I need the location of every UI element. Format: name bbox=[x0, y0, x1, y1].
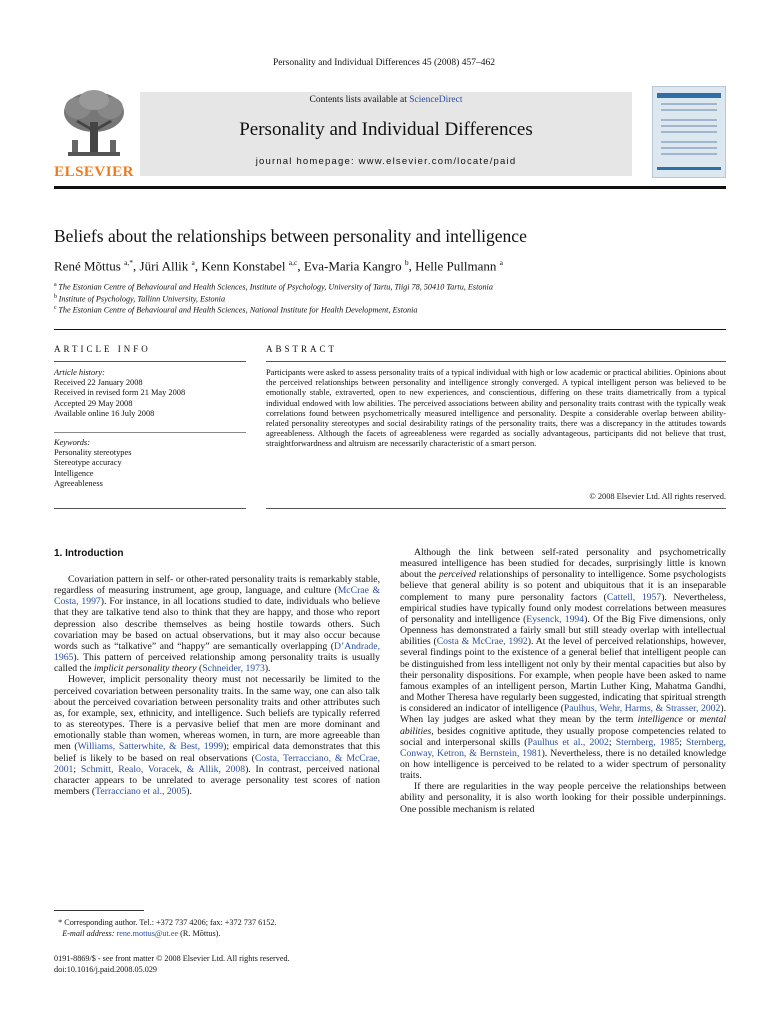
text-run: relationships of personality to intelligence. Some psychologists believe that general ability is so potent and ubiquitous that it is an inseparable complement to many pure personality factors ( bbox=[400, 569, 726, 603]
affiliation-mark: b bbox=[54, 294, 57, 300]
paragraph bbox=[400, 547, 726, 781]
emphasis: implicit personality theory bbox=[93, 663, 197, 675]
citation-link[interactable]: Costa, Terracciano, & McCrae, 2001 bbox=[54, 752, 380, 775]
text-run: or bbox=[682, 714, 700, 726]
author-name[interactable]: Kenn Konstabel bbox=[201, 258, 286, 274]
emphasis: perceived bbox=[438, 569, 477, 581]
author-affil-mark: a bbox=[191, 258, 195, 267]
emphasis: mental abilities bbox=[400, 714, 727, 737]
journal-masthead bbox=[54, 86, 726, 182]
email-note bbox=[54, 929, 380, 940]
contents-line bbox=[140, 95, 632, 105]
text-run: ). At the level of perceived relationships, however, several findings point to the existence of a general belief that intelligent people can be distinguished from less intelligent not only by their mental capacities but also by their personality dispositions. For example, when people have been asked to name famous examples of an intelligent person, Martin Luther King, Mahatma Gandhi, and Mother Theresa have regularly been suggested, indicating that spiritual strength is considered an indicator of intelligence ( bbox=[400, 636, 726, 715]
abstract-text: Participants were asked to assess personality traits of a typical individual with high or low academic or practical abilities. Opinions about the perceived relationships between personality and intelligence strongly converged. A typical intelligent person was believed to be emotionally stable, extraverted, open to new experiences, and conscientious, differing on these traits diametrically from a typical individual endowed with low abilities. The perceived associations between ability and personality traits contrast with the typically weak correlations found between psychometrically measured intelligence and personality. Despite a considerable overlap between ability-related personality stereotypes and social desirability ratings of the personality traits, there was a discrepancy in the attitudes towards agreeableness. Although the facets of agreeableness were regarded as socially advantageous, participants did not believe that trust, straightforwardness and altruism are necessarily characteristic of a smart person. bbox=[266, 368, 726, 449]
article-title: Beliefs about the relationships between personality and intelligence bbox=[54, 226, 527, 246]
journal-homepage[interactable]: journal homepage: www.elsevier.com/locate/paid bbox=[255, 156, 517, 167]
author-affil-mark: b bbox=[404, 258, 409, 267]
contents-prefix: Contents lists available at bbox=[309, 95, 410, 105]
citation-link[interactable]: Cattell, 1957 bbox=[606, 591, 662, 603]
text-run: ). In contrast, perceived national character appears to be unrelated to average personality test scores of nation members ( bbox=[54, 763, 380, 797]
journal-cover-thumbnail bbox=[652, 86, 726, 178]
citation-link[interactable]: Paulhus, Wehr, Harms, & Strasser, 2002 bbox=[563, 703, 721, 715]
text-run: Covariation pattern in self- or other-rated personality traits is remarkably stable, regardless of measuring instrument, age group, language, and culture ( bbox=[54, 574, 380, 597]
divider bbox=[266, 508, 726, 509]
running-head: Personality and Individual Differences 45 (2008) 457–462 bbox=[273, 58, 495, 68]
citation-link[interactable]: Costa & McCrae, 1992 bbox=[436, 636, 528, 648]
paragraph bbox=[54, 574, 380, 674]
text-run: However, implicit personality theory must not necessarily be limited to the perceived covariation between personality traits. In the same way, one can also talk about the perceived covariation between personality traits and other attributes such as, for example, sex, ethnicity, and intelligence. Such beliefs are typically referred to as stereotypes. There is a pervasive belief that men are more dominant and emotionally stable than women, whereas women, in turn, are more agreeable than men ( bbox=[54, 674, 380, 753]
text-run: ). Nevertheless, there is no detailed knowledge on how intelligence is perceived to be related to a wider spectrum of personality traits. bbox=[400, 747, 726, 782]
text-run: ( bbox=[196, 663, 203, 675]
citation-link[interactable]: Eysenck, 1994 bbox=[526, 613, 585, 625]
copyright-line: © 2008 Elsevier Ltd. All rights reserved. bbox=[589, 492, 726, 501]
doi-line[interactable]: doi:10.1016/j.paid.2008.05.029 bbox=[54, 965, 158, 974]
history-item: Received 22 January 2008 bbox=[54, 378, 143, 388]
citation-link[interactable]: Sternberg, 1985 bbox=[615, 736, 680, 748]
text-run: ); empirical data demonstrates that this belief is likely to be based on real observations ( bbox=[54, 741, 380, 764]
author-list: René Mõttus $^{a,*}$, Jüri Allik $^a$, Kenn Konstabel $^{a,c}$, Eva-Maria Kangro $^b$, Helle Pullmann $^a$ bbox=[54, 258, 503, 274]
divider bbox=[54, 508, 246, 509]
text-run: ). bbox=[186, 785, 192, 797]
history-item: Received in revised form 21 May 2008 bbox=[54, 388, 186, 398]
affiliation-mark: c bbox=[54, 305, 57, 311]
citation-link[interactable]: Williams, Satterwhite, & Best, 1999 bbox=[77, 741, 224, 753]
issn-line: 0191-8869/$ - see front matter © 2008 Elsevier Ltd. All rights reserved. bbox=[54, 954, 290, 963]
citation-link[interactable]: Sternberg, Conway, Ketron, & Bernstein, 1981 bbox=[400, 736, 726, 759]
footnote-rule bbox=[54, 910, 144, 911]
body-column-right bbox=[400, 547, 726, 815]
affiliation bbox=[54, 305, 418, 315]
text-run: If there are regularities in the way people perceive the relationships between ability and personality, it is also worth looking for their possible underpinnings. One possible mechanism is related bbox=[400, 781, 726, 815]
text-run: ). For instance, in all locations studied to date, individuals who believe that they are talkative tend also to think that they are happy, and those who report depression also describe themselves as being hostile towards others. Such covariation may be based on actual observations, but it may also occur because words such as “talkative” and “happy” are semantically overlapping ( bbox=[54, 596, 380, 652]
affiliation-text: The Estonian Centre of Behavioural and Health Sciences, Institute of Psychology, University of Tartu, Tiigi 78, 50410 Tartu, Estonia bbox=[58, 282, 493, 292]
text-run: ). This pattern of perceived relationship among personality traits is usually called the bbox=[54, 652, 380, 675]
text-run: ). Of the Big Five dimensions, only Openness has demonstrated a fairly small but still steady overlap with intellectual abilities ( bbox=[400, 613, 726, 648]
publication-info bbox=[54, 953, 290, 975]
history-item: Accepted 29 May 2008 bbox=[54, 398, 133, 408]
masthead-box bbox=[140, 92, 632, 176]
masthead-rule bbox=[54, 186, 726, 189]
citation-link[interactable]: Terracciano et al., 2005 bbox=[95, 785, 187, 797]
author-affil-mark: a, bbox=[124, 258, 130, 267]
emphasis: intelligence bbox=[637, 714, 683, 726]
text-run: ; bbox=[73, 763, 81, 775]
text-run: ). When lay judges are asked what they mean by the term bbox=[400, 703, 727, 726]
keyword: Agreeableness bbox=[54, 478, 103, 488]
corresponding-author-note: * Corresponding author. Tel.: +372 737 4206; fax: +372 737 6152. bbox=[54, 918, 277, 927]
section-heading: 1. Introduction bbox=[54, 548, 124, 559]
citation-link[interactable]: Schmitt, Realo, Voracek, & Allik, 2008 bbox=[80, 763, 246, 775]
sciencedirect-link[interactable]: ScienceDirect bbox=[409, 95, 463, 105]
author-name[interactable]: René Mõttus bbox=[54, 258, 121, 274]
author-affil-mark: a,c bbox=[288, 258, 298, 267]
keywords-label: Keywords: bbox=[54, 438, 90, 447]
email-label: E-mail address: bbox=[62, 928, 115, 938]
body-column-left bbox=[54, 574, 380, 797]
affiliation-mark: a bbox=[54, 282, 57, 288]
text-run: ; bbox=[679, 736, 687, 748]
header-divider bbox=[54, 329, 726, 330]
history-item: Available online 16 July 2008 bbox=[54, 408, 155, 418]
elsevier-wordmark: ELSEVIER bbox=[54, 164, 134, 180]
email-link[interactable]: rene.mottus@ut.ee bbox=[116, 928, 179, 938]
article-info-heading: ARTICLE INFO bbox=[54, 344, 151, 354]
affiliation bbox=[54, 282, 493, 292]
divider bbox=[266, 361, 726, 362]
keyword: Intelligence bbox=[54, 468, 94, 478]
paragraph bbox=[54, 674, 380, 797]
author-name[interactable]: Eva-Maria Kangro bbox=[303, 258, 402, 274]
citation-link[interactable]: Paulhus et al., 2002 bbox=[527, 736, 609, 748]
text-run: ). Nevertheless, empirical studies have typically found only modest correlations between measures of personality and intelligence ( bbox=[400, 591, 726, 625]
author-name[interactable]: Jüri Allik bbox=[139, 258, 189, 274]
abstract-heading: ABSTRACT bbox=[266, 344, 338, 354]
paragraph bbox=[400, 781, 726, 814]
affiliation-text: The Estonian Centre of Behavioural and Health Sciences, National Institute for Health Development, Estonia bbox=[58, 305, 418, 315]
email-suffix: (R. Mõttus). bbox=[180, 928, 221, 938]
history-label: Article history: bbox=[54, 368, 105, 377]
divider bbox=[54, 361, 246, 362]
article-history bbox=[54, 368, 246, 419]
citation-link[interactable]: McCrae & Costa, 1997 bbox=[54, 585, 380, 608]
corresponding-star[interactable]: * bbox=[129, 258, 134, 267]
citation-link[interactable]: D’Andrade, 1965 bbox=[54, 640, 380, 664]
citation-link[interactable]: Schneider, 1973 bbox=[202, 663, 265, 675]
keyword: Personality stereotypes bbox=[54, 448, 132, 458]
affiliation-text: Institute of Psychology, Tallinn University, Estonia bbox=[58, 294, 226, 304]
divider bbox=[54, 432, 246, 433]
text-run: Although the link between self-rated personality and psychometrically measured intelligence has been studied for decades, surprisingly little is known about the bbox=[400, 547, 726, 581]
journal-title: Personality and Individual Differences bbox=[239, 119, 533, 140]
keyword: Stereotype accuracy bbox=[54, 458, 122, 468]
footnote bbox=[54, 918, 380, 939]
author-affil-mark: a bbox=[499, 258, 503, 267]
text-run: ; bbox=[608, 736, 616, 748]
author-name[interactable]: Helle Pullmann bbox=[415, 258, 497, 274]
text-run: , besides cognitive aptitude, they usually propose competencies related to social and interpersonal skills ( bbox=[400, 725, 726, 748]
footnote-contact: Corresponding author. Tel.: +372 737 4206; fax: +372 737 6152. bbox=[64, 918, 277, 927]
keywords bbox=[54, 438, 246, 489]
text-run: ). bbox=[264, 663, 271, 675]
affiliation bbox=[54, 294, 225, 304]
